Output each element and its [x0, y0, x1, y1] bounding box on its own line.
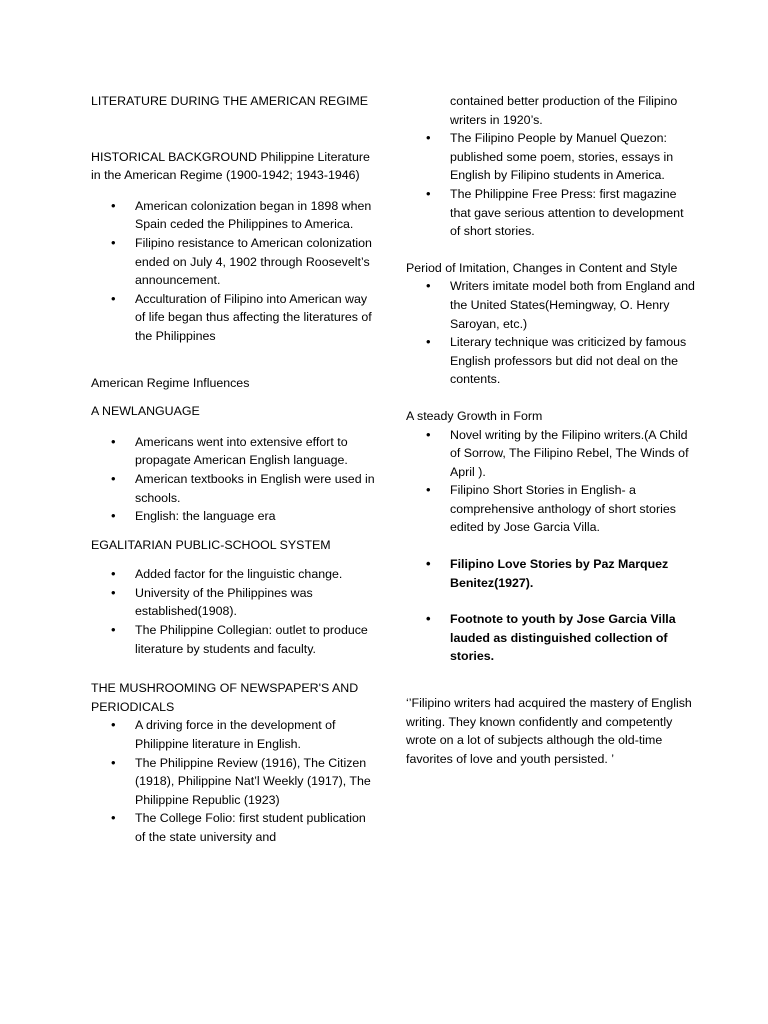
- list-item: • University of the Philippines was established(1908).: [91, 584, 376, 621]
- language-list: [91, 433, 376, 526]
- list-item: • American textbooks in English were used in schools.: [91, 470, 376, 507]
- historical-background-heading: HISTORICAL BACKGROUND Philippine Literature in the American Regime (1900-1942; 1943-1946): [91, 149, 370, 183]
- list-item: • Literary technique was criticized by famous English professors but did not deal on the contents.: [406, 333, 696, 389]
- right-column: [406, 92, 696, 768]
- public-school-heading: EGALITARIAN PUBLIC-SCHOOL SYSTEM: [91, 537, 331, 552]
- list-item: • Filipino Short Stories in English- a comprehensive anthology of short stories edited by Jose Garcia Villa.: [406, 481, 696, 537]
- imitation-heading: Period of Imitation, Changes in Content and Style: [406, 260, 678, 275]
- bold-list-1: [406, 555, 696, 592]
- list-item: • The College Folio: first student publication of the state university and: [91, 809, 376, 846]
- new-language-heading: A NEWLANGUAGE: [91, 404, 200, 419]
- closing-quote: ‘’Filipino writers had acquired the mastery of English writing. They known confidently and competently wrote on a lot of subjects although the old-time favorites of love and youth persisted. ’: [406, 696, 692, 766]
- imitation-list: [406, 277, 696, 389]
- list-item: • The Philippine Collegian: outlet to produce literature by students and faculty.: [91, 621, 376, 658]
- influences-heading: American Regime Influences: [91, 375, 250, 390]
- list-item: • The Filipino People by Manuel Quezon: published some poem, stories, essays in English by Filipino students in America.: [406, 129, 696, 185]
- bold-list-2: [406, 610, 696, 666]
- document-title: LITERATURE DURING THE AMERICAN REGIME: [91, 94, 368, 108]
- left-column: [91, 92, 376, 847]
- growth-heading: A steady Growth in Form: [406, 408, 543, 423]
- list-item: • Americans went into extensive effort to propagate American English language.: [91, 433, 376, 470]
- list-item: • English: the language era: [91, 507, 376, 526]
- list-item: • Added factor for the linguistic change.: [91, 565, 376, 584]
- historical-list: [91, 197, 376, 346]
- continued-text: contained better production of the Filipino writers in 1920’s.: [450, 94, 678, 127]
- list-item: • The Philippine Free Press: first magazine that gave serious attention to development of short stories.: [406, 185, 696, 241]
- list-item: • Acculturation of Filipino into American way of life began thus affecting the literatures of the Philippines: [91, 290, 376, 346]
- newspapers-heading: THE MUSHROOMING OF NEWSPAPER'S AND PERIODICALS: [91, 681, 359, 714]
- newspapers-list-continued: [406, 129, 696, 241]
- list-item: • A driving force in the development of Philippine literature in English.: [91, 716, 376, 753]
- list-item: • The Philippine Review (1916), The Citizen (1918), Philippine Nat’l Weekly (1917), The Philippine Republic (1923): [91, 754, 376, 810]
- newspapers-list: [91, 716, 376, 846]
- list-item: • Writers imitate model both from England and the United States(Hemingway, O. Henry Saroyan, etc.): [406, 277, 696, 333]
- list-item: • Novel writing by the Filipino writers.(A Child of Sorrow, The Filipino Rebel, The Winds of April ).: [406, 426, 696, 482]
- list-item: • Filipino Love Stories by Paz Marquez Benitez(1927).: [406, 555, 696, 592]
- list-item: • American colonization began in 1898 when Spain ceded the Philippines to America.: [91, 197, 376, 234]
- list-item: • Filipino resistance to American colonization ended on July 4, 1902 through Roosevelt’s announcement.: [91, 234, 376, 290]
- growth-list: [406, 426, 696, 538]
- list-item: • Footnote to youth by Jose Garcia Villa lauded as distinguished collection of stories.: [406, 610, 696, 666]
- school-list: [91, 565, 376, 658]
